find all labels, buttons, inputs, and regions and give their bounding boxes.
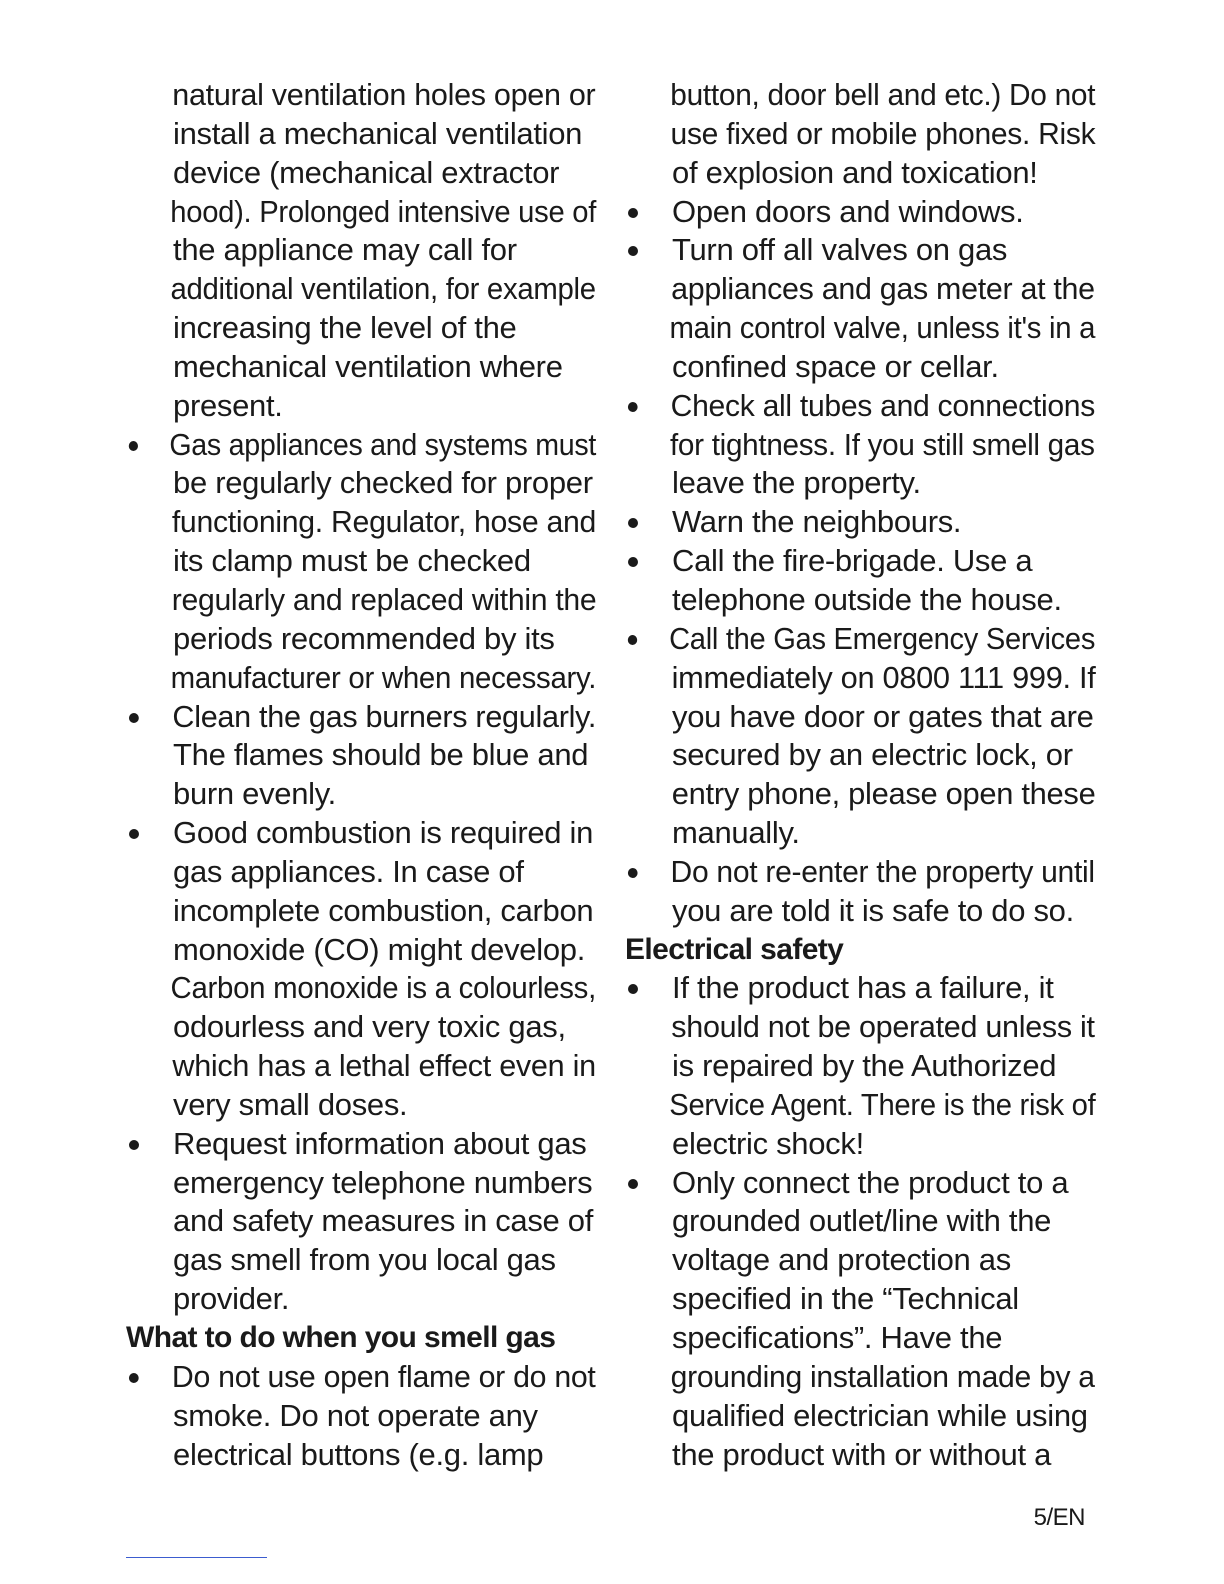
text-line: [625, 542, 1095, 581]
text-line: telephone outside the house.: [672, 581, 1062, 617]
text-line: periods recommended by its: [173, 620, 555, 656]
text-line-content: Gas appliances and systems must: [169, 426, 597, 462]
bullet-item-combustion: [126, 814, 596, 1125]
text-line: appliances and gas meter at the: [671, 271, 1095, 307]
text-line-content: Open doors and windows.: [672, 193, 1024, 229]
text-line: manufacturer or when necessary.: [170, 659, 597, 695]
text-line: monoxide (CO) might develop.: [173, 931, 586, 967]
text-line-content: Warn the neighbours.: [672, 504, 962, 540]
bullet-item-open-doors: [625, 193, 1095, 232]
text-line: [625, 387, 1096, 426]
text-line: voltage and protection as: [672, 1242, 1011, 1278]
text-line: and safety measures in case of: [173, 1203, 594, 1239]
text-line: main control valve, unless it's in a: [669, 310, 1096, 346]
footer-divider: [126, 1557, 267, 1558]
text-line: confined space or cellar.: [672, 348, 999, 384]
bullet-item-fire-brigade: [625, 542, 1095, 620]
text-line: entry phone, please open these: [671, 776, 1096, 812]
text-line: present.: [173, 387, 283, 423]
text-line: specifications”. Have the: [672, 1320, 1003, 1355]
text-line: [625, 231, 1095, 270]
text-line: specified in the “Technical: [672, 1281, 1019, 1317]
text-line: secured by an electric lock, or: [672, 737, 1073, 773]
text-line: electric shock!: [672, 1125, 864, 1161]
text-line: provider.: [173, 1281, 290, 1317]
text-line: grounded outlet/line with the: [672, 1203, 1052, 1239]
bullet-item-grounded-outlet: [625, 1164, 1095, 1475]
text-line: install a mechanical ventilation: [173, 115, 583, 151]
text-line: you have door or gates that are: [672, 698, 1094, 734]
text-line: Service Agent. There is the risk of: [669, 1086, 1096, 1122]
right-column: [625, 76, 1095, 1474]
bullet-item-gas-emergency: [625, 620, 1095, 853]
text-line: very small doses.: [173, 1086, 408, 1122]
text-line: for tightness. If you still smell gas: [669, 426, 1095, 462]
text-line: regularly and replaced within the: [171, 581, 597, 617]
text-line: [126, 1125, 596, 1164]
text-line: be regularly checked for proper: [173, 465, 593, 501]
text-line: [126, 1358, 596, 1397]
text-line: burn evenly.: [173, 776, 336, 812]
text-line: [126, 698, 597, 737]
bullet-item-check-tubes: [625, 387, 1095, 504]
text-line: functioning. Regulator, hose and: [171, 504, 597, 540]
text-line: mechanical ventilation where: [173, 348, 563, 384]
text-line-content: If the product has a failure, it: [672, 970, 1054, 1006]
text-line: should not be operated unless it: [671, 1009, 1095, 1045]
bullet-item-request-info: [126, 1125, 596, 1319]
text-line: the appliance may call for: [173, 232, 517, 268]
text-line: leave the property.: [672, 465, 921, 501]
text-line: [625, 193, 1095, 232]
section-heading-smell-gas: What to do when you smell gas: [126, 1321, 556, 1354]
text-line: [126, 426, 597, 465]
text-line: odourless and very toxic gas,: [173, 1009, 566, 1045]
text-line-content: Check all tubes and connections: [670, 387, 1096, 423]
text-line-content: Do not re-enter the property until: [670, 853, 1095, 889]
text-line: the product with or without a: [672, 1436, 1052, 1472]
text-line: [625, 1164, 1095, 1203]
bullet-item-turn-off-valves: [625, 231, 1095, 386]
text-line: which has a lethal effect even in: [172, 1048, 596, 1084]
text-line: increasing the level of the: [173, 310, 517, 346]
page-number: 5/EN: [1033, 1504, 1085, 1531]
bullet-item-no-flame: [126, 1358, 596, 1475]
text-line: gas smell from you local gas: [173, 1242, 556, 1278]
text-line: Carbon monoxide is a colourless,: [170, 970, 596, 1006]
text-line: its clamp must be checked: [173, 543, 531, 579]
section-heading-electrical-safety: Electrical safety: [625, 932, 844, 966]
text-line: grounding installation made by a: [670, 1358, 1095, 1394]
text-line: qualified electrician while using: [672, 1397, 1088, 1433]
text-line-content: Call the Gas Emergency Services: [669, 620, 1096, 656]
bullet-item-do-not-reenter: [625, 853, 1095, 931]
left-column: [126, 76, 596, 1474]
text-line: [625, 503, 1095, 542]
text-line: smoke. Do not operate any: [173, 1397, 538, 1433]
text-line: [625, 853, 1095, 892]
bullet-item-gas-checks: [126, 426, 596, 698]
text-line: is repaired by the Authorized: [672, 1048, 1057, 1084]
text-line: [625, 620, 1096, 659]
text-line-content: Clean the gas burners regularly.: [172, 698, 597, 734]
text-line: The flames should be blue and: [173, 737, 589, 773]
text-line: natural ventilation holes open or: [172, 77, 596, 112]
text-line: [126, 814, 596, 853]
text-line: emergency telephone numbers: [173, 1164, 593, 1200]
text-line-content: Turn off all valves on gas: [672, 232, 1008, 268]
text-line-content: Call the fire-brigade. Use a: [672, 543, 1033, 579]
text-line: you are told it is safe to do so.: [672, 892, 1074, 928]
text-line: button, door bell and etc.) Do not: [670, 77, 1096, 112]
text-line-content: Good combustion is required in: [173, 815, 594, 851]
text-line-content: Request information about gas: [173, 1125, 587, 1161]
text-line: use fixed or mobile phones. Risk: [670, 115, 1096, 151]
bullet-item-warn-neighbours: [625, 503, 1095, 542]
text-line: device (mechanical extractor: [173, 154, 560, 190]
bullet-item-product-failure: [625, 969, 1095, 1163]
text-line: manually.: [672, 815, 800, 851]
text-line: immediately on 0800 111 999. If: [671, 659, 1096, 695]
bullet-item-clean-burners: [126, 698, 596, 815]
text-line: incomplete combustion, carbon: [173, 892, 594, 928]
text-line-content: Do not use open flame or do not: [171, 1358, 596, 1394]
text-line: hood). Prolonged intensive use of: [170, 193, 597, 229]
text-line: of explosion and toxication!: [672, 154, 1038, 190]
text-line: additional ventilation, for example: [170, 271, 596, 307]
text-line-content: Only connect the product to a: [672, 1164, 1069, 1200]
text-line: gas appliances. In case of: [173, 853, 524, 889]
text-line: electrical buttons (e.g. lamp: [173, 1436, 544, 1472]
text-line: [625, 969, 1095, 1008]
